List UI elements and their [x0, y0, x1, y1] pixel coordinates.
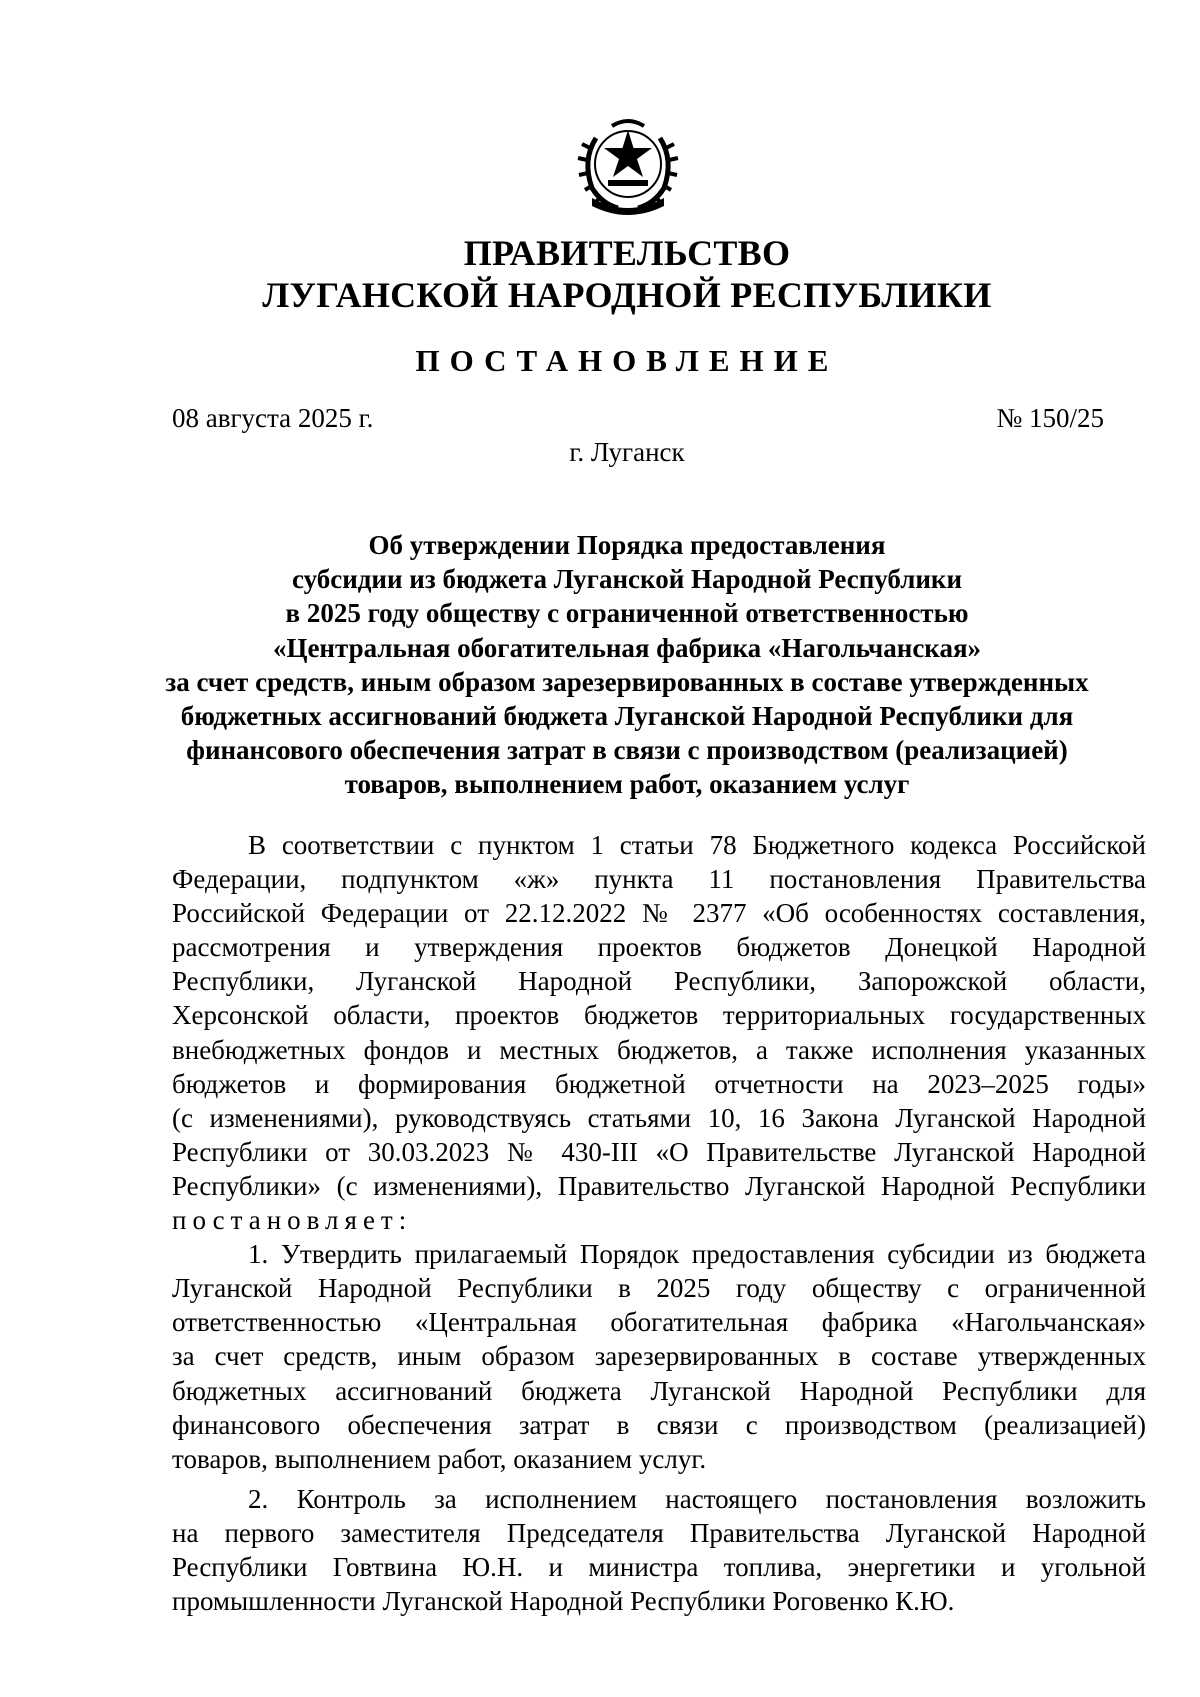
- document-city: г. Луганск: [569, 437, 685, 467]
- preamble-line: Российской Федерации от 22.12.2022 № 2377 «Об особенностях составления,: [172, 898, 1146, 929]
- item2-line: 2. Контроль за исполнением настоящего постановления возложить: [248, 1483, 1146, 1514]
- item1-line: финансового обеспечения затрат в связи с производством (реализацией): [172, 1409, 1146, 1440]
- title-line: товаров, выполнением работ, оказанием услуг: [344, 769, 910, 800]
- item2-line: Республики Говтвина Ю.Н. и министра топлива, энергетики и угольной: [172, 1551, 1146, 1582]
- item1-line: товаров, выполнением работ, оказанием услуг.: [172, 1443, 707, 1474]
- item1-line: за счет средств, иным образом зарезервированных в составе утвержденных: [172, 1341, 1146, 1372]
- resolution-body: [172, 828, 1146, 1618]
- preamble-line: бюджетов и формирования бюджетной отчетности на 2023–2025 годы»: [172, 1068, 1146, 1099]
- preamble-line: Херсонской области, проектов бюджетов территориальных государственных: [172, 1000, 1146, 1031]
- preamble-line: В соответствии с пунктом 1 статьи 78 Бюджетного кодекса Российской: [248, 830, 1146, 860]
- preamble-line: (с изменениями), руководствуясь статьями 10, 16 Закона Луганской Народной: [172, 1102, 1146, 1133]
- item1-line: 1. Утвердить прилагаемый Порядок предоставления субсидии из бюджета: [248, 1239, 1146, 1270]
- resolves-word: постановляет:: [172, 1205, 413, 1236]
- resolution-title: [160, 528, 1094, 802]
- preamble-line: внебюджетных фондов и местных бюджетов, а также исполнения указанных: [172, 1034, 1146, 1065]
- title-line: в 2025 году обществу с ограниченной ответственностью: [285, 598, 969, 629]
- item2-line: промышленности Луганской Народной Республики Роговенко К.Ю.: [172, 1586, 955, 1617]
- republic-emblem-icon: [568, 118, 688, 220]
- document-type-heading: ПОСТАНОВЛЕНИЕ: [415, 343, 839, 378]
- title-line: «Центральная обогатительная фабрика «Нагольчанская»: [272, 632, 982, 663]
- item2-line: на первого заместителя Председателя Правительства Луганской Народной: [172, 1517, 1146, 1548]
- document-number: № 150/25: [996, 403, 1104, 433]
- title-line: Об утверждении Порядка предоставления: [368, 530, 886, 560]
- title-line: за счет средств, иным образом зарезервированных в составе утвержденных: [165, 666, 1089, 697]
- document-date: 08 августа 2025 г.: [172, 403, 374, 433]
- title-line: финансового обеспечения затрат в связи с производством (реализацией): [186, 735, 1068, 766]
- item1-line: Луганской Народной Республики в 2025 году обществу с ограниченной: [172, 1273, 1146, 1304]
- title-line: субсидии из бюджета Луганской Народной Республики: [291, 564, 963, 595]
- preamble-line: Республики» (с изменениями), Правительство Луганской Народной Республики: [172, 1170, 1146, 1201]
- item1-line: ответственностью «Центральная обогатительная фабрика «Нагольчанская»: [172, 1307, 1146, 1338]
- preamble-line: Федерации, подпунктом «ж» пункта 11 постановления Правительства: [172, 864, 1146, 895]
- government-title-line2: ЛУГАНСКОЙ НАРОДНОЙ РЕСПУБЛИКИ: [262, 275, 992, 315]
- item1-line: бюджетных ассигнований бюджета Луганской Народной Республики для: [172, 1375, 1146, 1406]
- government-title-line1: ПРАВИТЕЛЬСТВО: [463, 233, 791, 273]
- preamble-line: Республики, Луганской Народной Республики, Запорожской области,: [172, 966, 1146, 997]
- preamble-line: Республики от 30.03.2023 № 430-III «О Правительстве Луганской Народной: [172, 1136, 1146, 1167]
- preamble-line: рассмотрения и утверждения проектов бюджетов Донецкой Народной: [172, 932, 1146, 963]
- title-line: бюджетных ассигнований бюджета Луганской Народной Республики для: [180, 701, 1074, 732]
